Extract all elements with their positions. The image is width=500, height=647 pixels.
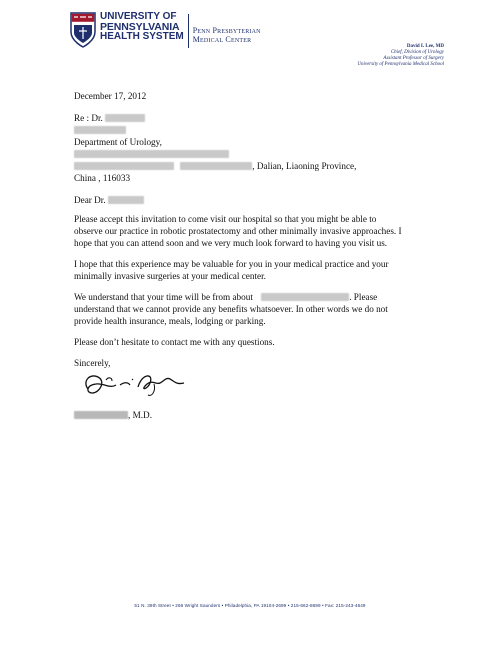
letterhead-divider <box>188 14 189 48</box>
address-country: China , 116033 <box>74 173 131 183</box>
paragraph-4: Please don’t hesitate to contact me with any questions. <box>74 337 275 347</box>
paragraph-2-line-1: I hope that this experience may be valuable for you in your medical practice and your <box>74 259 389 269</box>
paragraph-1-line-3: hope that you can attend soon and we very much look forward to having you visit us. <box>74 238 388 248</box>
redacted-street <box>74 162 174 170</box>
salutation <box>74 195 144 207</box>
paragraph-3-line-1 <box>74 292 377 304</box>
penn-presbyterian-text <box>193 26 261 44</box>
paragraph-3-line-3: provide health insurance, meals, lodging or parking. <box>74 316 266 326</box>
brand-line-3: HEALTH SYSTEM <box>100 31 184 42</box>
paragraph-1-line-1: Please accept this invitation to come visit our hospital so that you might be able to <box>74 214 377 224</box>
redacted-district <box>180 162 252 170</box>
address-line <box>74 161 356 173</box>
redacted-dates <box>261 293 349 301</box>
redacted-hospital <box>74 150 229 158</box>
signature-suffix: , M.D. <box>128 410 152 420</box>
redacted-hospital-line <box>74 149 229 161</box>
re-prefix: Re : Dr. <box>74 113 103 123</box>
redacted-signer-name <box>74 411 128 419</box>
letterhead-logo <box>70 12 261 48</box>
paragraph-1-line-2: observe our practice in robotic prostatectomy and other minimally invasive approaches. I <box>74 226 402 236</box>
closing: Sincerely, <box>74 358 111 368</box>
paragraph-2-line-2: minimally invasive surgeries at your medical center. <box>74 271 266 281</box>
handwritten-signature <box>80 367 195 401</box>
sender-title-3: University of Pennsylvania Medical School <box>357 62 444 67</box>
paragraph-3-line-2: understand that we cannot provide any benefits whatsoever. In other words we do not <box>74 304 388 314</box>
brand-line-1: UNIVERSITY OF <box>100 11 177 22</box>
address-city: , Dalian, Liaoning Province, <box>252 161 357 171</box>
redacted-name <box>105 114 145 122</box>
sender-block <box>357 44 444 68</box>
penn-pres-line-2: Medical Center <box>192 35 252 44</box>
redacted-line <box>74 125 126 137</box>
re-line <box>74 113 145 125</box>
penn-shield-icon <box>70 12 96 48</box>
footer-address: 51 N. 39th Street • 266 Wright Saunders • Philadelphia, PA 19104-2699 • 215-662-8699 • Fax: 215-243-4649 <box>134 603 366 608</box>
sender-name: David I. Lee, MD <box>406 44 444 49</box>
signature-name-line <box>74 410 152 422</box>
sender-title-2: Assistant Professor of Surgery <box>383 56 444 61</box>
salutation-prefix: Dear Dr. <box>74 195 106 205</box>
redacted-block <box>74 126 126 134</box>
department-line: Department of Urology, <box>74 137 162 147</box>
penn-pres-line-1: Penn Presbyterian <box>192 26 261 35</box>
university-brand-text <box>100 12 184 42</box>
paragraph-3-start: We understand that your time will be from about <box>74 292 253 302</box>
redacted-salutation-name <box>108 196 144 204</box>
sender-title-1: Chief, Division of Urology <box>390 50 444 55</box>
letter-date: December 17, 2012 <box>74 91 147 101</box>
paragraph-3-end: . Please <box>349 292 378 302</box>
brand-line-2: PENNSYLVANIA <box>100 21 180 33</box>
